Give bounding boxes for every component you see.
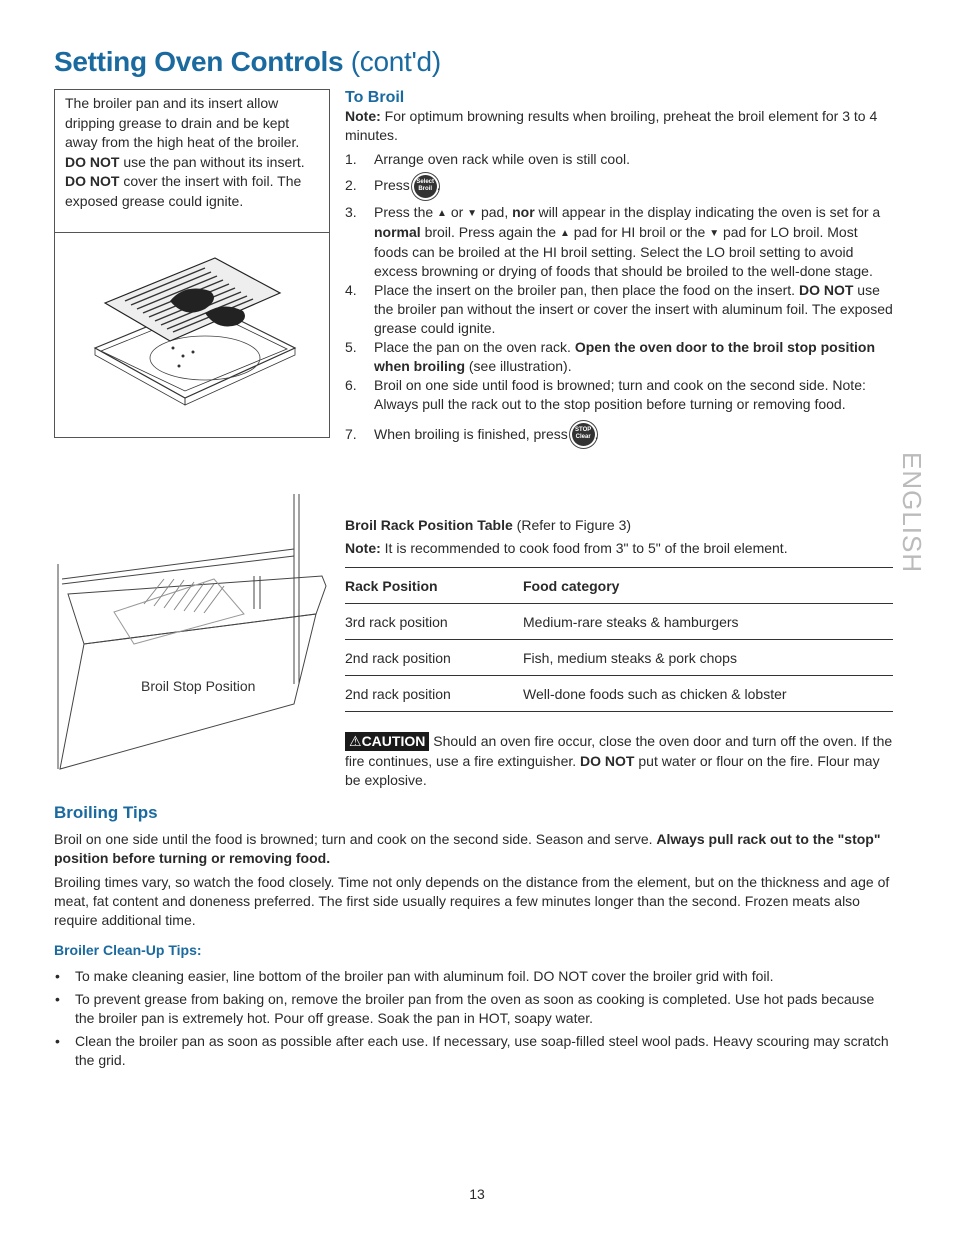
table-cell: 3rd rack position: [345, 604, 523, 640]
broiler-pan-warning-box: [54, 89, 330, 438]
table-cell: 2nd rack position: [345, 640, 523, 676]
broiler-pan-illustration: [55, 233, 329, 437]
oven-door-figure: [54, 494, 330, 774]
list-item: • To make cleaning easier, line bottom of the broiler pan with aluminum foil. DO NOT cover the broiler grid with foil.: [54, 967, 894, 986]
step-item: 5. Place the pan on the oven rack. Open the oven door to the broil stop position when broiling (see illustration).: [345, 338, 876, 374]
broil-rack-position-table: [345, 567, 893, 712]
broiling-tips-heading: Broiling Tips: [54, 803, 158, 822]
page-title: Setting Oven Controls (cont'd): [54, 46, 441, 77]
table-cell: Well-done foods such as chicken & lobster: [523, 676, 893, 712]
rack-table-caption: Broil Rack Position Table (Refer to Figure 3) Note: It is recommended to cook food from 3" to 5" of the broil element.: [345, 517, 788, 556]
step-item: 3. Press the ▲ or ▼ pad, nor will appear in the display indicating the oven is set for a normal broil. Press again the ▲ pad for HI broil or the ▼ pad for LO broil. Most foods can be broiled at the HI broil setting. Select the LO broil setting to avoid excess browning or drying of foods that should be broiled to the well-done stage.: [345, 204, 881, 279]
step-item: 4. Place the insert on the broiler pan, then place the food on the insert. DO NOT use the broiler pan without the insert or cover the insert with aluminum foil. The exposed grease could ignite.: [345, 281, 893, 336]
down-arrow-icon: ▼: [467, 207, 478, 219]
table-row: [345, 640, 893, 676]
to-broil-steps: [345, 150, 893, 448]
up-arrow-icon: ▲: [437, 207, 447, 219]
down-arrow-icon: ▼: [709, 227, 720, 239]
cleanup-heading: Broiler Clean-Up Tips:: [54, 942, 202, 958]
broiling-tips-section: [54, 802, 894, 930]
broiling-tips-paragraph: Broiling times vary, so watch the food closely. Time not only depends on the distance from the element, but on the thickness and age of meat, fat content and doneness preferred. The first side usually requires a few minutes longer than the second. Frozen meats also require additional time.: [54, 874, 890, 928]
table-cell: Medium-rare steaks & hamburgers: [523, 604, 893, 640]
warning-triangle-icon: ⚠: [349, 733, 362, 749]
to-broil-section: [345, 88, 893, 145]
to-broil-heading: To Broil: [345, 89, 405, 106]
table-row: [345, 604, 893, 640]
broiler-pan-warning-text: The broiler pan and its insert allow dripping grease to drain and be kept away from the high heat of the broiler. DO NOT use the pan without its insert. DO NOT cover the insert with foil. The exposed grease could ignite.: [65, 95, 305, 209]
list-item: • Clean the broiler pan as soon as possible after each use. If necessary, use soap-filled steel wool pads. Heavy scouring may scratch the grid.: [54, 1032, 894, 1070]
broil-stop-position-label: Broil Stop Position: [141, 678, 256, 694]
list-item: • To prevent grease from baking on, remove the broiler pan from the oven as soon as cooking is completed. Use hot pads because the broiler pan is extremely hot. Pour off grease. Soak the pan in HOT, soapy water.: [54, 990, 894, 1028]
caution-notice: ⚠CAUTION Should an oven fire occur, close the oven door and turn off the oven. If the fire continues, use a fire extinguisher. DO NOT put water or flour on the fire. Flour may be explosive.: [345, 733, 893, 788]
page-number: 13: [469, 1186, 485, 1202]
to-broil-note: Note: For optimum browning results when broiling, preheat the broil element for 3 to 4 minutes.: [345, 108, 878, 143]
up-arrow-icon: ▲: [559, 227, 570, 239]
step-item: 6. Broil on one side until food is browned; turn and cook on the second side. Note: Always pull the rack out to the stop position before turning or removing food.: [345, 376, 866, 412]
table-row: [345, 676, 893, 712]
caution-badge: ⚠CAUTION: [345, 732, 429, 751]
language-side-tab: ENGLISH: [897, 452, 927, 574]
step-item: 2. Press Select Broil .: [345, 171, 893, 199]
step-item: 1. Arrange oven rack while oven is still cool.: [345, 151, 631, 167]
stop-clear-icon: STOP Clear: [572, 423, 595, 446]
cleanup-tips-list: [54, 967, 894, 1070]
col-header-rack-position: Rack Position: [345, 568, 523, 604]
col-header-food-category: Food category: [523, 568, 893, 604]
step-item: 7. When broiling is finished, press STOP Clear .: [345, 420, 893, 448]
broiling-tips-paragraph: Broil on one side until the food is browned; turn and cook on the second side. Season and serve. Always pull rack out to the "stop" position before turning or removing food.: [54, 831, 881, 866]
table-header-row: [345, 568, 893, 604]
table-cell: 2nd rack position: [345, 676, 523, 712]
table-cell: Fish, medium steaks & pork chops: [523, 640, 893, 676]
select-broil-icon: Select Broil: [414, 175, 437, 198]
